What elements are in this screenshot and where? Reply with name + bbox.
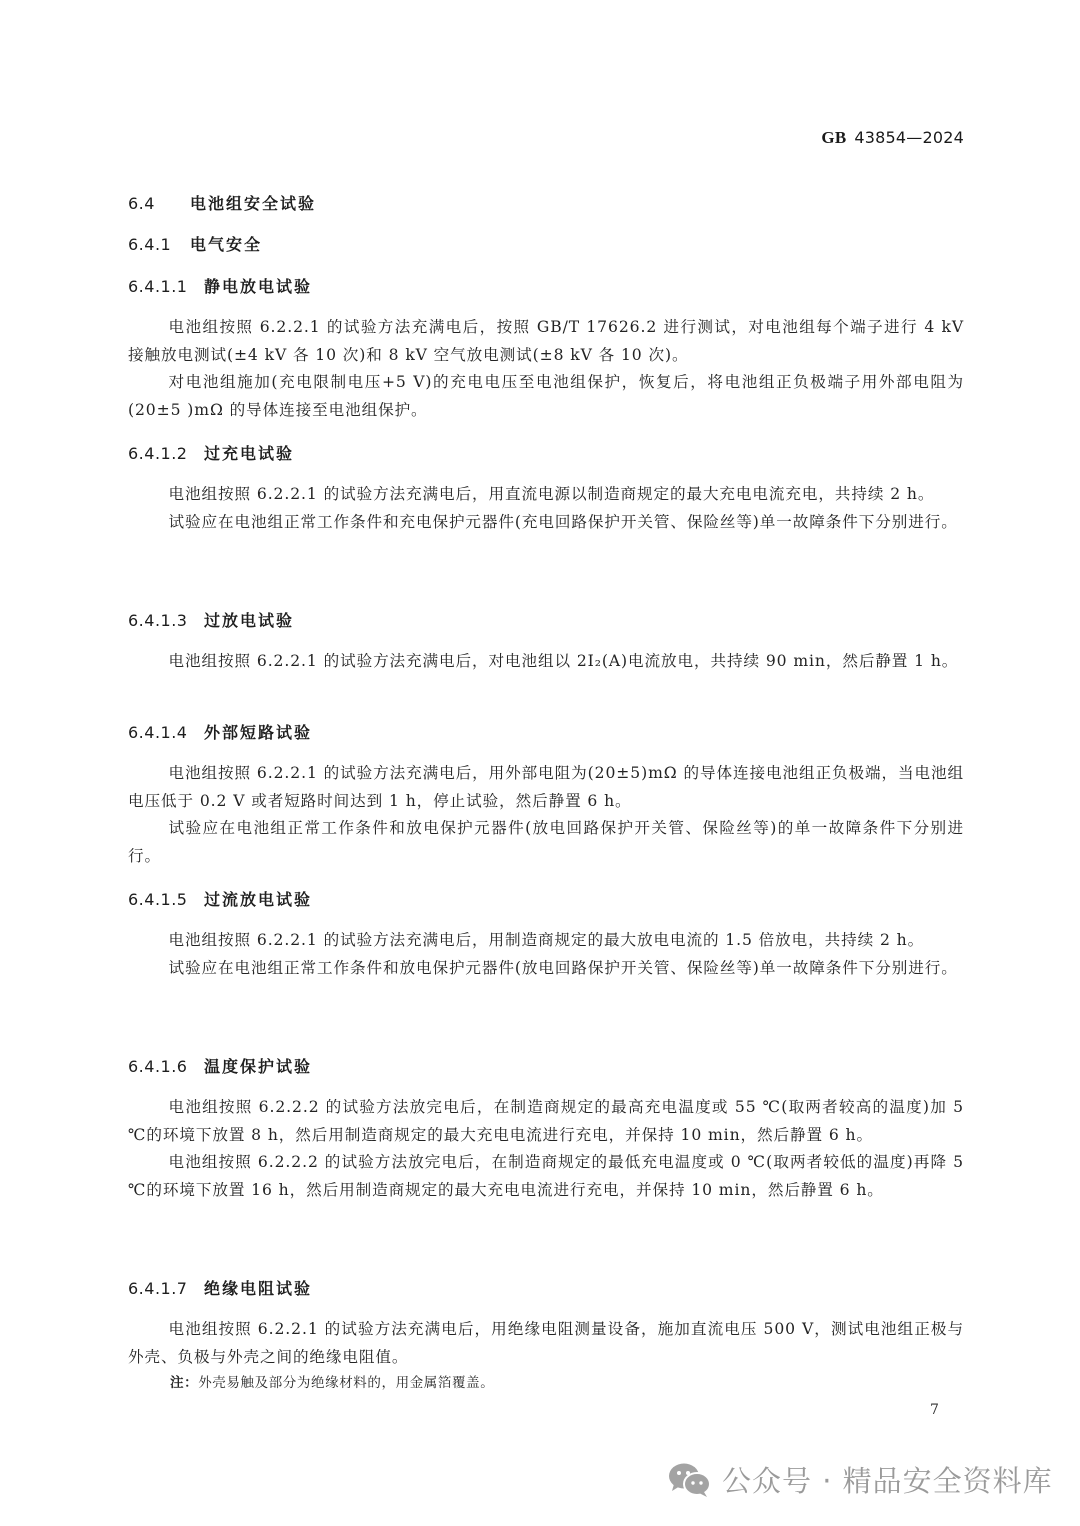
section-6-4-1-2 bbox=[128, 440, 964, 536]
standard-number: 43854—2024 bbox=[854, 128, 964, 147]
section-title: 外部短路试验 bbox=[204, 723, 313, 742]
paragraph: 对电池组施加(充电限制电压+5 V)的充电电压至电池组保护，恢复后，将电池组正负极端子用外部电阻为(20±5 )mΩ 的导体连接至电池组保护。 bbox=[128, 373, 964, 419]
standard-prefix: GB bbox=[821, 128, 847, 147]
paragraph: 试验应在电池组正常工作条件和放电保护元器件(放电回路保护开关管、保险丝等)单一故障条件下分别进行。 bbox=[168, 958, 958, 977]
paragraph: 电池组按照 6.2.2.1 的试验方法充满电后，用绝缘电阻测量设备，施加直流电压 500 V，测试电池组正极与外壳、负极与外壳之间的绝缘电阻值。 bbox=[128, 1320, 964, 1366]
paragraph: 电池组按照 6.2.2.2 的试验方法放完电后，在制造商规定的最高充电温度或 55 ℃(取两者较高的温度)加 5 ℃的环境下放置 8 h，然后用制造商规定的最大充电电流进行充电，并保持 10 min，然后静置 6 h。 bbox=[128, 1098, 964, 1144]
section-heading bbox=[128, 190, 964, 218]
note bbox=[128, 1371, 964, 1395]
section-title: 过充电试验 bbox=[204, 444, 295, 463]
section-6-4-1-3 bbox=[128, 607, 964, 676]
section-title: 电气安全 bbox=[190, 235, 263, 254]
paragraph: 电池组按照 6.2.2.1 的试验方法充满电后，用制造商规定的最大放电电流的 1.5 倍放电，共持续 2 h。 bbox=[168, 931, 925, 949]
section-number: 6.4.1.4 bbox=[128, 723, 188, 742]
paragraph: 电池组按照 6.2.2.1 的试验方法充满电后，用直流电源以制造商规定的最大充电电流充电，共持续 2 h。 bbox=[168, 485, 935, 503]
section-number: 6.4.1.2 bbox=[128, 444, 188, 463]
section-heading bbox=[128, 1275, 964, 1303]
section-title: 温度保护试验 bbox=[204, 1057, 313, 1076]
section-6-4-1 bbox=[128, 231, 964, 259]
section-6-4 bbox=[128, 190, 964, 218]
paragraph: 电池组按照 6.2.2.2 的试验方法放完电后，在制造商规定的最低充电温度或 0 ℃(取两者较低的温度)再降 5 ℃的环境下放置 16 h，然后用制造商规定的最大充电电流进行充电，并保持 10 min，然后静置 6 h。 bbox=[128, 1153, 964, 1199]
paragraph: 电池组按照 6.2.2.1 的试验方法充满电后，按照 GB/T 17626.2 进行测试，对电池组每个端子进行 4 kV 接触放电测试(±4 kV 各 10 次)和 8 kV 空气放电测试(±8 kV 各 10 次)。 bbox=[128, 318, 964, 364]
section-number: 6.4.1 bbox=[128, 235, 172, 254]
paragraph: 试验应在电池组正常工作条件和放电保护元器件(放电回路保护开关管、保险丝等)的单一故障条件下分别进行。 bbox=[128, 819, 964, 865]
section-number: 6.4.1.5 bbox=[128, 890, 188, 909]
note-text: 外壳易触及部分为绝缘材料的，用金属箔覆盖。 bbox=[198, 1375, 495, 1391]
section-6-4-1-5 bbox=[128, 886, 964, 982]
watermark-text: 公众号 · 精品安全资料库 bbox=[722, 1464, 1053, 1498]
note-label: 注： bbox=[170, 1375, 199, 1391]
section-heading bbox=[128, 231, 964, 259]
section-heading bbox=[128, 440, 964, 468]
section-6-4-1-6 bbox=[128, 1053, 964, 1204]
standard-header bbox=[821, 128, 964, 148]
section-heading bbox=[128, 1053, 964, 1081]
paragraph: 电池组按照 6.2.2.1 的试验方法充满电后，用外部电阻为(20±5)mΩ 的导体连接电池组正负极端，当电池组电压低于 0.2 V 或者短路时间达到 1 h，停止试验，然后静置 6 h。 bbox=[128, 764, 964, 810]
section-number: 6.4 bbox=[128, 194, 155, 213]
section-title: 绝缘电阻试验 bbox=[204, 1279, 313, 1298]
section-heading bbox=[128, 886, 964, 914]
wechat-icon bbox=[668, 1462, 712, 1498]
section-heading bbox=[128, 273, 964, 301]
section-title: 电池组安全试验 bbox=[190, 194, 317, 213]
section-number: 6.4.1.6 bbox=[128, 1057, 188, 1076]
paragraph: 电池组按照 6.2.2.1 的试验方法充满电后，对电池组以 2I₂(A)电流放电，共持续 90 min，然后静置 1 h。 bbox=[168, 652, 959, 670]
section-heading bbox=[128, 607, 964, 635]
section-6-4-1-4 bbox=[128, 719, 964, 870]
paragraph: 试验应在电池组正常工作条件和充电保护元器件(充电回路保护开关管、保险丝等)单一故障条件下分别进行。 bbox=[168, 512, 958, 531]
section-title: 过流放电试验 bbox=[204, 890, 313, 909]
section-title: 过放电试验 bbox=[204, 611, 295, 630]
section-number: 6.4.1.1 bbox=[128, 277, 188, 296]
section-number: 6.4.1.3 bbox=[128, 611, 188, 630]
watermark bbox=[668, 1459, 1053, 1500]
section-number: 6.4.1.7 bbox=[128, 1279, 188, 1298]
section-heading bbox=[128, 719, 964, 747]
section-6-4-1-1 bbox=[128, 273, 964, 424]
page-number: 7 bbox=[930, 1402, 939, 1418]
section-title: 静电放电试验 bbox=[204, 277, 313, 296]
section-6-4-1-7 bbox=[128, 1275, 964, 1395]
